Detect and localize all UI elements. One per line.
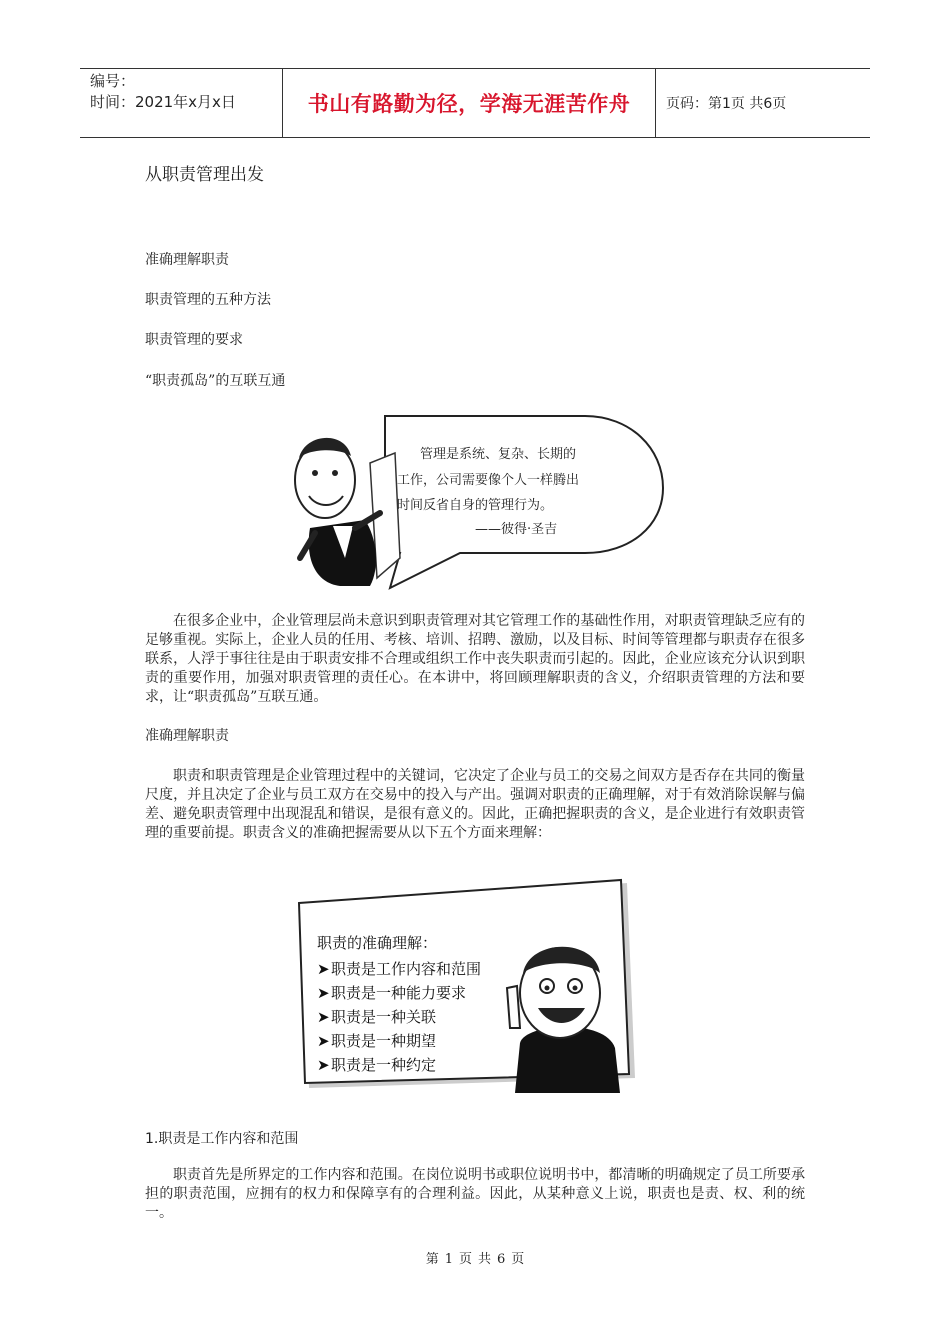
footer-part: 共 xyxy=(478,1252,492,1267)
toc-item: 职责管理的要求 xyxy=(145,332,243,348)
figure1-line: 管理是系统、复杂、长期的 xyxy=(420,447,577,462)
number-label: 编号： xyxy=(90,72,136,90)
intro-paragraph: 在很多企业中，企业管理层尚未意识到职责管理对其它管理工作的基础性作用，对职责管理缺乏应有的足够重视。实际上，企业人员的任用、考核、培训、招聘、激励，以及目标、时间等管理都与职责存在很多联系，人浮于事往往是由于职责安排不合理或组织工作中丧失职责而引起的。因此，企业应该充分认识到职责的重要作用，加强对职责管理的责任心。在本讲中，将回顾理解职责的含义，介绍职责管理的方法和要求，让“职责孤岛”互联互通。 xyxy=(145,613,805,705)
header-motto: 书山有路勤为径，学海无涯苦作舟 xyxy=(282,69,656,137)
toc-item: “职责孤岛”的互联互通 xyxy=(145,373,286,389)
toc-item: 职责管理的五种方法 xyxy=(145,292,271,308)
figure1-attribution: ——彼得·圣吉 xyxy=(475,522,558,537)
figure2-item: 职责是一种能力要求 xyxy=(331,984,467,1002)
svg-text:➤: ➤ xyxy=(317,1056,330,1074)
figure2-item: 职责是一种关联 xyxy=(331,1008,437,1026)
section-heading: 准确理解职责 xyxy=(145,728,229,744)
header-page-info: 页码：第1页 共6页 xyxy=(666,96,787,112)
footer-current-page: 1 xyxy=(444,1252,453,1267)
footer-total-pages: 6 xyxy=(497,1252,506,1267)
page-footer xyxy=(0,1248,950,1267)
toc-item: 准确理解职责 xyxy=(145,252,229,268)
footer-part: 页 xyxy=(458,1252,472,1267)
svg-text:➤: ➤ xyxy=(317,984,330,1002)
subheading-1: 1.职责是工作内容和范围 xyxy=(145,1131,299,1147)
figure2-heading: 职责的准确理解： xyxy=(317,934,438,952)
svg-text:➤: ➤ xyxy=(317,1032,330,1050)
page-header xyxy=(80,68,870,138)
footer-part: 第 xyxy=(425,1252,439,1267)
section-paragraph: 职责和职责管理是企业管理过程中的关键词，它决定了企业与员工的交易之间双方是否存在共同的衡量尺度，并且决定了企业与员工双方在交易中的投入与产出。强调对职责的正确理解，对于有效消除误解与偏差、避免职责管理中出现混乱和错误，是很有意义的。因此，正确把握职责的含义，是企业进行有效职责管理的重要前提。职责含义的准确把握需要从以下五个方面来理解： xyxy=(145,768,805,841)
figure-manager-quote xyxy=(285,408,670,593)
svg-text:➤: ➤ xyxy=(317,1008,330,1026)
svg-text:➤: ➤ xyxy=(317,960,330,978)
figure2-item: 职责是一种期望 xyxy=(331,1032,437,1050)
document-title: 从职责管理出发 xyxy=(145,165,264,185)
figure1-line: 工作，公司需要像个人一样腾出 xyxy=(397,473,580,488)
figure2-item: 职责是一种约定 xyxy=(331,1056,437,1074)
time-label: 时间：2021年x月x日 xyxy=(90,93,236,111)
figure2-item: 职责是工作内容和范围 xyxy=(331,960,482,978)
footer-part: 页 xyxy=(511,1252,525,1267)
sub-paragraph-1: 职责首先是所界定的工作内容和范围。在岗位说明书或职位说明书中，都清晰的明确规定了员工所要承担的职责范围，应拥有的权力和保障享有的合理利益。因此，从某种意义上说，职责也是责、权、利的统一。 xyxy=(145,1167,805,1221)
header-left-cell xyxy=(80,69,282,137)
figure1-line: 时间反省自身的管理行为。 xyxy=(397,498,554,513)
figure-responsibility-list xyxy=(295,878,640,1096)
